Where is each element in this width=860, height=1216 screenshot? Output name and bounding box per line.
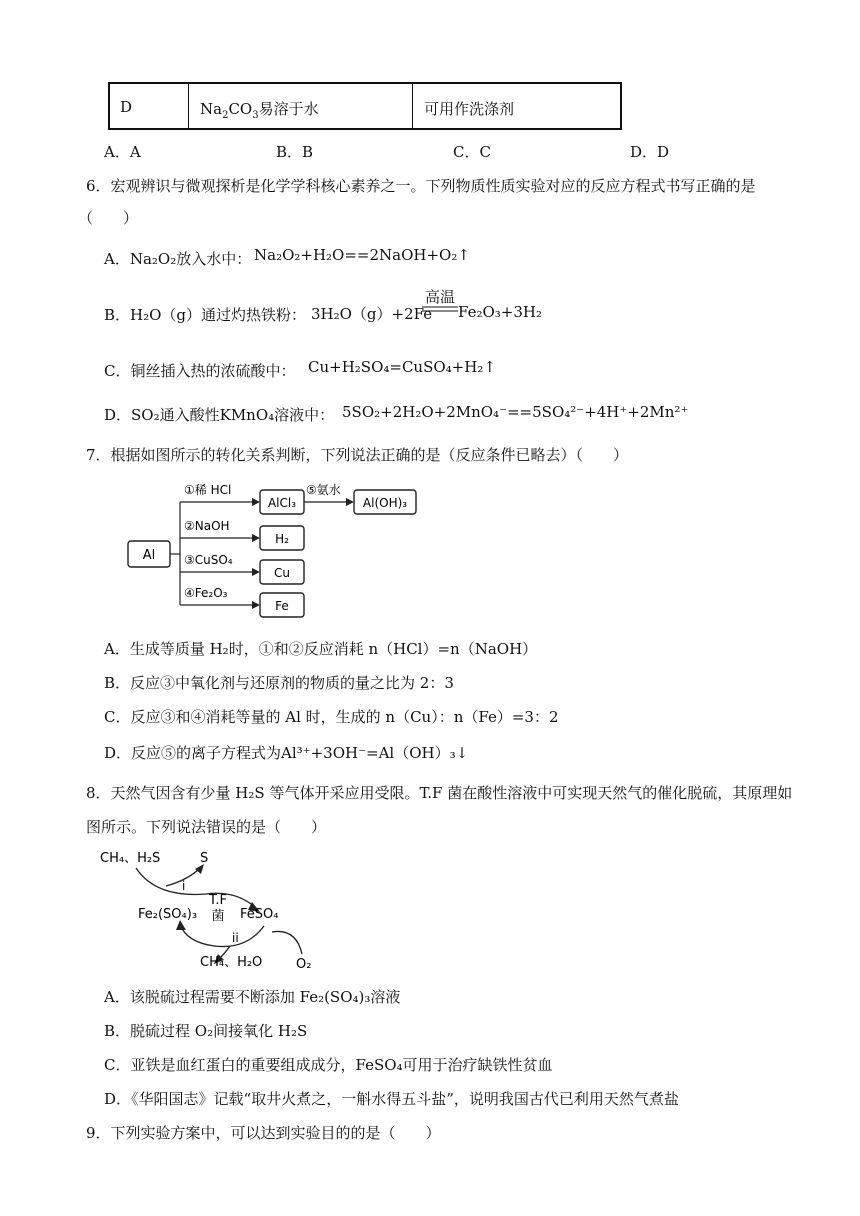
diagram-label-ch4-h2s: CH₄、H₂S [100, 851, 161, 866]
diagram-label-s: S [200, 851, 209, 866]
q5-option-a: A．A [104, 143, 141, 161]
diagram-bacteria-label-top: T.F [208, 893, 228, 908]
diagram-node-fe-label: Fe [275, 599, 289, 613]
equal-sign-icon [420, 305, 460, 313]
table-cell-use: 可用作洗涤剂 [424, 100, 515, 118]
q7-option-b: B．反应③中氧化剂与还原剂的物质的量之比为 2：3 [104, 674, 454, 692]
diagram-reagent-5: ⑤氨水 [306, 483, 341, 497]
diagram-reagent-2: ②NaOH [184, 519, 230, 533]
q8-stem-line1: 8．天然气因含有少量 H₂S 等气体开采应用受限。T.F 菌在酸性溶液中可实现天然气的催化脱硫，其原理如 [86, 784, 793, 802]
q6-option-b-eq-right: Fe₂O₃+3H₂ [458, 303, 542, 321]
q6-option-d-equation: 5SO₂+2H₂O+2MnO₄⁻==5SO₄²⁻+4H⁺+2Mn²⁺ [342, 403, 689, 421]
diagram-reagent-3: ③CuSO₄ [184, 553, 233, 567]
q8-option-c: C．亚铁是血红蛋白的重要组成成分，FeSO₄可用于治疗缺铁性贫血 [104, 1056, 553, 1074]
diagram-bacteria-label-bottom: 菌 [211, 909, 225, 924]
q7-option-a: A．生成等质量 H₂时，①和②反应消耗 n（HCl）=n（NaOH） [104, 640, 538, 658]
diagram-reagent-1: ①稀 HCl [184, 483, 232, 497]
q6-stem: 6．宏观辨识与微观探析是化学学科核心素养之一。下列物质性质实验对应的反应方程式书写正确的是 [86, 177, 756, 195]
q8-desulfurization-diagram [96, 842, 336, 978]
q6-option-b-condition: 高温 [425, 288, 456, 306]
diagram-label-ch4-h2o: CH₄、H₂O [200, 955, 263, 970]
diagram-node-cu-label: Cu [274, 566, 290, 580]
q6-option-c-label: C．铜丝插入热的浓硫酸中： [104, 362, 296, 380]
diagram-step-i: i [182, 879, 186, 893]
q5-option-b: B．B [276, 143, 314, 161]
q7-option-d: D．反应⑤的离子方程式为Al³⁺+3OH⁻=Al（OH）₃↓ [104, 744, 469, 762]
answer-table-row [108, 82, 622, 130]
q6-option-a-label: A．Na₂O₂放入水中： [104, 250, 252, 268]
table-cell-property-text: $Na_2CO_3$易溶于水 [200, 100, 319, 121]
table-cell-option [110, 84, 189, 128]
q6-answer-paren: （ ） [78, 209, 139, 227]
q8-option-b: B．脱硫过程 O₂间接氧化 H₂S [104, 1022, 308, 1040]
q6-option-b-label: B．H₂O（g）通过灼热铁粉： [104, 306, 307, 324]
q8-option-a: A．该脱硫过程需要不断添加 Fe₂(SO₄)₃溶液 [104, 988, 401, 1006]
q5-option-d: D．D [630, 143, 670, 161]
q7-option-c: C．反应③和④消耗等量的 Al 时，生成的 n（Cu）：n（Fe）=3：2 [104, 708, 559, 726]
diagram-step-ii: ii [232, 931, 239, 945]
q6-option-b-eq-left: 3H₂O（g）+2Fe [311, 305, 433, 323]
q5-option-c: C．C [453, 143, 491, 161]
diagram-node-alcl3-label: AlCl₃ [267, 496, 297, 510]
table-cell-property [188, 84, 413, 128]
q8-option-d: D．《华阳国志》记载“取井火煮之，一斛水得五斗盐”，说明我国古代已利用天然气煮盐 [104, 1090, 679, 1108]
q9-stem: 9．下列实验方案中，可以达到实验目的的是（ ） [86, 1124, 441, 1142]
table-cell-option-text: D [120, 98, 133, 116]
q7-stem: 7．根据如图所示的转化关系判断，下列说法正确的是（反应条件已略去）（ ） [86, 446, 629, 464]
q6-option-a-equation: Na₂O₂+H₂O==2NaOH+O₂↑ [254, 246, 470, 264]
diagram-reagent-4: ④Fe₂O₃ [184, 586, 228, 600]
q7-conversion-diagram [120, 476, 430, 624]
diagram-label-feso4: FeSO₄ [240, 907, 279, 922]
q8-stem-line2: 图所示。下列说法错误的是（ ） [86, 818, 327, 836]
diagram-label-fe2so43: Fe₂(SO₄)₃ [138, 907, 198, 922]
diagram-node-aloh3-label: Al(OH)₃ [362, 496, 408, 510]
diagram-node-h2-label: H₂ [275, 532, 289, 546]
q6-option-d-label: D．SO₂通入酸性KMnO₄溶液中： [104, 406, 335, 424]
diagram-node-al-label: Al [142, 548, 156, 563]
q6-option-c-equation: Cu+H₂SO₄=CuSO₄+H₂↑ [308, 358, 496, 376]
diagram-label-o2: O₂ [296, 957, 312, 972]
